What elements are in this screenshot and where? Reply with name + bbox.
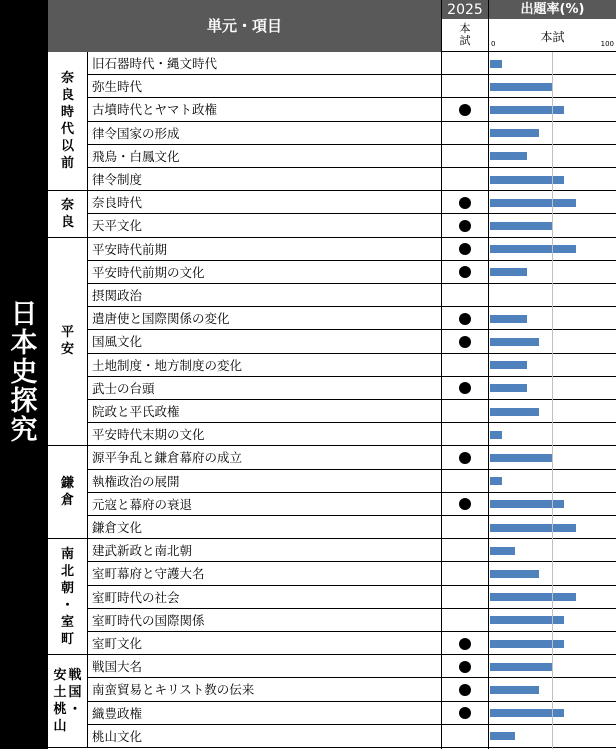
unit-column-header: 単元・項目 [48, 0, 441, 52]
rate-subheader [489, 19, 616, 52]
rate-bar [490, 732, 515, 740]
rate-bar [490, 524, 576, 532]
table-row-item: 戦国大名 [92, 659, 143, 675]
table-row-item: 元寇と幕府の衰退 [92, 496, 193, 512]
table-row-item: 天平文化 [92, 218, 143, 234]
table-row-item: 室町幕府と守護大名 [92, 566, 205, 582]
rate-bar [490, 408, 539, 416]
rate-bar [490, 570, 539, 578]
category-label: 奈 良 時 代 以 前 [48, 52, 88, 191]
rate-title-header: 出題率(%) [489, 0, 616, 19]
rate-bar [490, 129, 539, 137]
rate-bar [490, 686, 539, 694]
rate-bar [490, 315, 527, 323]
sidebar-title [8, 300, 40, 445]
axis-min-label: 0 [491, 40, 496, 48]
sidebar-title-char: 日 [10, 299, 38, 330]
table-row-item: 律令制度 [92, 172, 143, 187]
exam-2025-dot [459, 382, 471, 394]
table-row-item: 律令国家の形成 [92, 125, 180, 141]
rate-bar [490, 384, 527, 392]
exam-subheader-label: 本 試 [459, 22, 471, 47]
rate-bar [490, 338, 539, 346]
axis-max-label: 100 [600, 40, 614, 48]
table-row-item: 弥生時代 [92, 79, 143, 95]
rate-sub-label: 本試 [540, 30, 565, 44]
rate-bar [490, 152, 527, 160]
exam-2025-dot [459, 707, 471, 719]
exam-2025-dot [459, 336, 471, 348]
rate-bar [490, 361, 527, 369]
table-row-item: 院政と平氏政権 [92, 404, 180, 419]
sidebar-title-char: 探 [10, 386, 38, 417]
table-row-item: 飛鳥・白鳳文化 [92, 148, 180, 164]
exam-2025-dot [459, 661, 471, 673]
rate-bar [490, 593, 576, 601]
rate-bar [490, 199, 576, 207]
rate-bar [490, 663, 552, 671]
category-label: 鎌 倉 [48, 446, 88, 539]
rate-bar [490, 222, 552, 230]
exam-subheader [442, 19, 488, 52]
rate-bar [490, 60, 502, 68]
table-row-item: 土地制度・地方制度の変化 [92, 357, 243, 373]
rate-bar [490, 83, 552, 91]
table-row-item: 平安時代末期の文化 [92, 427, 205, 443]
sidebar-title-char: 究 [10, 415, 38, 446]
category-label: 戦 国 ・ 安 土 桃 山 [48, 655, 88, 748]
table-row-item: 平安時代前期 [92, 241, 168, 257]
table-row-item: 室町時代の社会 [92, 589, 180, 605]
table-row-item: 旧石器時代・縄文時代 [92, 56, 218, 71]
exam-2025-dot [459, 684, 471, 696]
table-row-item: 建武新政と南北朝 [92, 543, 193, 559]
table-row-item: 古墳時代とヤマト政権 [92, 102, 218, 118]
rate-bar [490, 477, 502, 485]
exam-2025-dot [459, 197, 471, 209]
exam-2025-dot [459, 638, 471, 650]
sidebar-title-char: 本 [10, 328, 38, 359]
sidebar [0, 0, 48, 749]
category-label: 奈 良 [48, 191, 88, 237]
table-row-item: 鎌倉文化 [92, 520, 143, 535]
table-row-item: 源平争乱と鎌倉幕府の成立 [92, 450, 243, 466]
exam-2025-dot [459, 498, 471, 510]
exam-2025-dot [459, 104, 471, 116]
table-row-item: 織豊政権 [92, 705, 143, 721]
sidebar-title-char: 史 [10, 357, 38, 388]
rate-bar [490, 547, 515, 555]
exam-2025-dot [459, 243, 471, 255]
table-row-item: 遣唐使と国際関係の変化 [92, 311, 230, 327]
frequency-table [48, 0, 616, 749]
rate-bar [490, 454, 552, 462]
year-header: 2025 [442, 0, 488, 19]
table-row-item: 室町時代の国際関係 [92, 612, 205, 628]
exam-2025-dot [459, 266, 471, 278]
exam-2025-dot [459, 313, 471, 325]
divider [441, 0, 442, 749]
table-row-item: 執権政治の展開 [92, 473, 180, 489]
category-label: 平 安 [48, 238, 88, 447]
rate-bar [490, 268, 527, 276]
category-label: 南 北 朝 ・ 室 町 [48, 539, 88, 655]
table-row-item: 平安時代前期の文化 [92, 264, 205, 280]
gridline-50 [552, 52, 553, 749]
rate-bar [490, 431, 502, 439]
table-row-item: 室町文化 [92, 636, 143, 651]
table-row-item: 南蛮貿易とキリスト教の伝来 [92, 682, 255, 698]
rate-bar [490, 245, 576, 253]
table-row-item: 奈良時代 [92, 195, 143, 211]
table-row-item: 国風文化 [92, 334, 143, 350]
table-row-item: 桃山文化 [92, 728, 143, 744]
exam-2025-dot [459, 220, 471, 232]
divider [488, 0, 489, 749]
table-row-item: 摂関政治 [92, 288, 143, 303]
table-row-item: 武士の台頭 [92, 380, 155, 396]
exam-2025-dot [459, 452, 471, 464]
